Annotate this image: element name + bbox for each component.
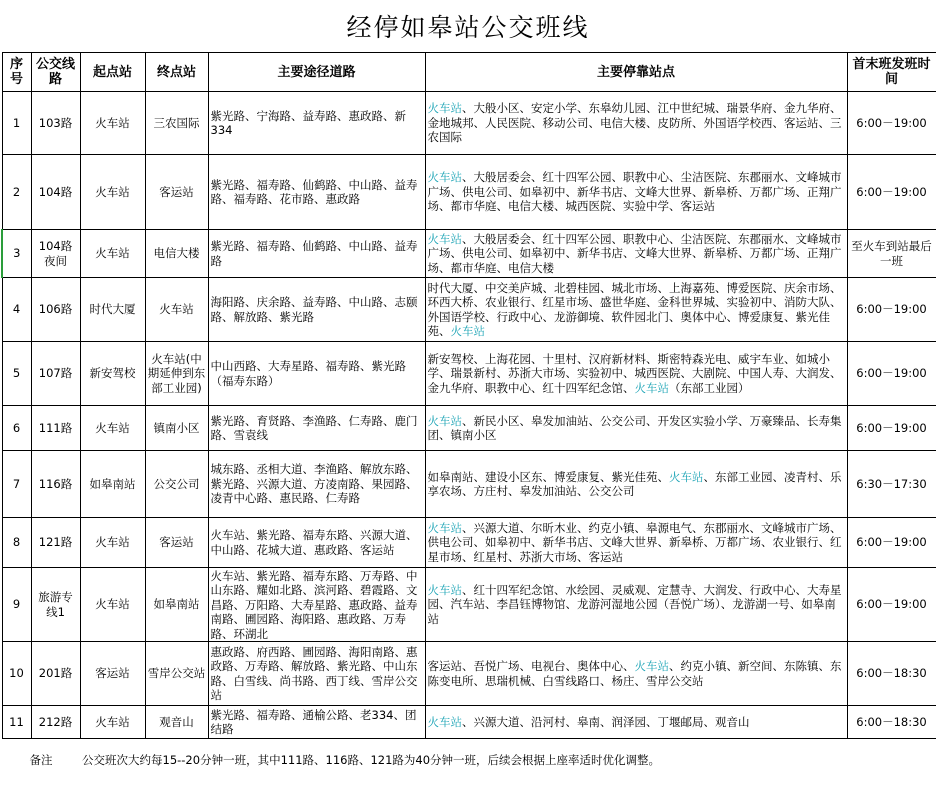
row-time: 6:00－19:00: [847, 406, 936, 451]
stops-text: 、大般小区、安定小学、东皋幼儿园、江中世纪城、瑞景华府、金九华府、金地城邦、人民医院、移动公司、电信大楼、皮防所、外国语学校西、客运站、三农国际: [427, 101, 842, 145]
row-time: 6:00－19:00: [847, 342, 936, 406]
row-seq: 7: [2, 451, 31, 518]
header-line: 公交线路: [31, 53, 80, 92]
station-highlight: 火车站: [427, 101, 462, 116]
row-seq: 4: [2, 278, 31, 342]
row-seq: 8: [2, 518, 31, 568]
stops-text: 、红十四军纪念馆、水绘园、灵威观、定慧寺、大润发、行政中心、大寿星园、汽车站、李昌钰博物馆、龙游河湿地公园（吾悦广场）、龙游湖一号、如皋南站: [427, 582, 842, 626]
row-stops: [425, 568, 847, 642]
row-time: 6:00－19:00: [847, 278, 936, 342]
station-highlight: 火车站: [427, 714, 462, 729]
row-stops: [425, 92, 847, 155]
stops-text-post: （东部工业园）: [669, 380, 750, 395]
row-line: 106路: [31, 278, 80, 342]
row-start: 火车站: [80, 406, 145, 451]
row-start: 火车站: [80, 92, 145, 155]
table-row: [2, 406, 936, 451]
stops-text: 如皋南站、建设小区东、博爱康复、紫光佳苑、: [427, 469, 669, 484]
header-roads: 主要途径道路: [208, 53, 425, 92]
row-end: 火车站(中期延伸到东部工业园): [145, 342, 208, 406]
row-roads: 火车站、紫光路、福寿东路、兴源大道、中山路、花城大道、惠政路、客运站: [208, 518, 425, 568]
row-end: 公交公司: [145, 451, 208, 518]
table-row: [2, 155, 936, 230]
note-label: 备注: [2, 739, 80, 782]
row-end: 电信大楼: [145, 230, 208, 278]
row-seq: 10: [2, 642, 31, 706]
row-end: 三农国际: [145, 92, 208, 155]
row-line: 103路: [31, 92, 80, 155]
station-highlight: 火车站: [427, 413, 462, 428]
station-highlight: 火车站: [427, 582, 462, 597]
row-time: 6:30－17:30: [847, 451, 936, 518]
page-title: 经停如皋站公交班线: [346, 13, 590, 42]
row-time: 6:00－19:00: [847, 155, 936, 230]
roads-text: 火车站、紫光路、福寿东路、万寿路、中山东路、耀如北路、滨河路、碧霞路、文昌路、万阳路、大寿星路、惠政路、益寿南路、圃园路、海阳路、惠政路、万寿路、环湖北: [210, 568, 418, 641]
row-end: 火车站: [145, 278, 208, 342]
note-text: 公交班次大约每15--20分钟一班，其中111路、116路、121路为40分钟一班，后续会根据上座率适时优化调整。: [80, 739, 936, 782]
note-row: [2, 739, 936, 782]
stops-text: 、大般居委会、红十四军公园、职教中心、尘洁医院、东郡丽水、文峰城市广场、供电公司、如皋初中、新华书店、文峰大世界、新皋桥、万都广场、正翔广场、都市华庭、电信大楼: [427, 231, 842, 275]
row-line: 111路: [31, 406, 80, 451]
row-start: 火车站: [80, 568, 145, 642]
row-roads: 中山西路、大寿星路、福寿路、紫光路（福寿东路）: [208, 342, 425, 406]
row-end: 雪岸公交站: [145, 642, 208, 706]
station-highlight: 火车站: [427, 170, 462, 185]
row-roads: 城东路、丞相大道、李渔路、解放东路、紫光路、兴源大道、方凌南路、果园路、凌青中心路、惠民路、仁寿路: [208, 451, 425, 518]
row-time: 6:00－18:30: [847, 706, 936, 739]
stops-text: 、兴源大道、尔昕木业、约克小镇、皋源电气、东郡丽水、文峰城市广场、供电公司、如皋初中、新华书店、文峰大世界、新皋桥、万都广场、农业银行、红星市场、红星村、苏浙大市场、客运站: [427, 520, 842, 564]
stops-text: 新安驾校、上海花园、十里村、汉府新材料、斯密特森光电、威宇车业、如城小学、瑞景新村、苏浙大市场、实验初中、城西医院、大剧院、中国人寿、大润发、金九华府、职教中心、红十四军纪念馆、: [427, 351, 842, 395]
row-line: 121路: [31, 518, 80, 568]
table-row: [2, 706, 936, 739]
row-stops: [425, 155, 847, 230]
station-highlight: 火车站: [634, 659, 669, 673]
row-seq: 5: [2, 342, 31, 406]
row-start: 火车站: [80, 230, 145, 278]
row-roads: 紫光路、宁海路、益寿路、惠政路、新334: [208, 92, 425, 155]
station-highlight: 火车站: [427, 231, 462, 246]
header-start: 起点站: [80, 53, 145, 92]
row-stops: [425, 278, 847, 342]
row-stops: [425, 451, 847, 518]
row-start: 火车站: [80, 518, 145, 568]
row-seq: 9: [2, 568, 31, 642]
row-seq: 1: [2, 92, 31, 155]
row-roads: 紫光路、福寿路、仙鹤路、中山路、益寿路: [208, 230, 425, 278]
stops-text: 客运站、吾悦广场、电视台、奥体中心、: [427, 659, 635, 673]
header-end: 终点站: [145, 53, 208, 92]
table-row: [2, 278, 936, 342]
row-time: 6:00－18:30: [847, 642, 936, 706]
row-start: 火车站: [80, 155, 145, 230]
row-end: 如皋南站: [145, 568, 208, 642]
row-start: 新安驾校: [80, 342, 145, 406]
row-start: 如皋南站: [80, 451, 145, 518]
row-stops: [425, 342, 847, 406]
row-stops: [425, 406, 847, 451]
row-stops: [425, 230, 847, 278]
row-line: 212路: [31, 706, 80, 739]
table-row: [2, 92, 936, 155]
row-seq: 3: [2, 230, 31, 278]
station-highlight: 火车站: [634, 380, 669, 395]
station-highlight: 火车站: [450, 324, 485, 338]
row-roads: 紫光路、福寿路、仙鹤路、中山路、益寿路、福寿路、花市路、惠政路: [208, 155, 425, 230]
row-line: 旅游专线1: [31, 568, 80, 642]
row-line: 116路: [31, 451, 80, 518]
row-end: 观音山: [145, 706, 208, 739]
stops-text: 、大般居委会、红十四军公园、职教中心、尘洁医院、东郡丽水、文峰城市广场、供电公司、如皋初中、新华书店、文峰大世界、新皋桥、万都广场、正翔广场、都市华庭、电信大楼、城西医院、实验中学、客运站: [427, 170, 842, 214]
table-row: [2, 451, 936, 518]
row-time: 6:00－19:00: [847, 568, 936, 642]
row-roads: 紫光路、福寿路、通榆公路、老334、团结路: [208, 706, 425, 739]
row-roads: 惠政路、府西路、圃园路、海阳南路、惠政路、万寿路、解放路、紫光路、中山东路、白雪线、尚书路、西丁线、雪岸公交站: [208, 642, 425, 706]
station-highlight: 火车站: [427, 520, 462, 535]
row-time: 6:00－19:00: [847, 92, 936, 155]
row-seq: 6: [2, 406, 31, 451]
table-row: [2, 342, 936, 406]
row-start: 火车站: [80, 706, 145, 739]
table-row: [2, 642, 936, 706]
row-start: 客运站: [80, 642, 145, 706]
stops-text: 、兴源大道、沿河村、皋南、润泽园、丁堰邮局、观音山: [462, 714, 750, 729]
table-row: [2, 230, 936, 278]
header-times: 首末班发班时间: [847, 53, 936, 92]
row-line: 201路: [31, 642, 80, 706]
bus-routes-table: [1, 52, 936, 781]
row-line: 104路夜间: [31, 230, 80, 278]
row-roads: 紫光路、育贤路、李渔路、仁寿路、鹿门路、雪袁线: [208, 406, 425, 451]
row-stops: [425, 642, 847, 706]
stops-text-post: 、约克小镇、新空间、东陈镇、东陈变电所、思瑞机械、白雪线路口、杨庄、雪岸公交站: [427, 659, 842, 688]
row-end: 客运站: [145, 518, 208, 568]
table-row: [2, 568, 936, 642]
header-seq: 序号: [2, 53, 31, 92]
row-roads: [208, 568, 425, 642]
row-seq: 2: [2, 155, 31, 230]
row-line: 107路: [31, 342, 80, 406]
stops-text: 时代大厦、中交美庐城、北碧桂园、城北市场、上海嘉苑、博爱医院、庆余市场、环西大桥、农业银行、红星市场、盛世华庭、金科世界城、实验初中、消防大队、外国语学校、行政中心、龙游御境、软件园北门、奥体中心、博爱康复、紫光佳苑、: [427, 280, 842, 338]
row-roads: 海阳路、庆余路、益寿路、中山路、志颐路、解放路、紫光路: [208, 278, 425, 342]
row-seq: 11: [2, 706, 31, 739]
row-start: 时代大厦: [80, 278, 145, 342]
stops-text-post: 、东部工业园、凌青村、乐享农场、方庄村、皋发加油站、公交公司: [427, 469, 842, 498]
row-line: 104路: [31, 155, 80, 230]
row-end: 客运站: [145, 155, 208, 230]
row-time: 至火车到站最后一班: [847, 230, 936, 278]
station-highlight: 火车站: [669, 469, 704, 484]
table-row: [2, 518, 936, 568]
header-stops: 主要停靠站点: [425, 53, 847, 92]
row-time: 6:00－19:00: [847, 518, 936, 568]
row-stops: [425, 518, 847, 568]
stops-text: 、新民小区、皋发加油站、公交公司、开发区实验小学、万豪臻品、长寿集团、镇南小区: [427, 413, 842, 442]
row-stops: [425, 706, 847, 739]
row-end: 镇南小区: [145, 406, 208, 451]
table-header-row: [2, 53, 936, 92]
